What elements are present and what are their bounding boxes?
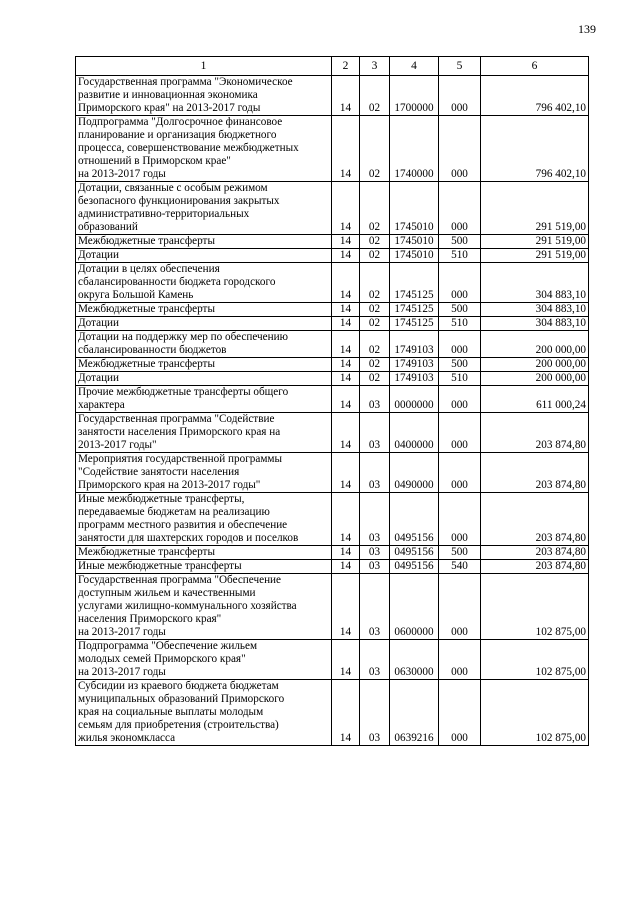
row-target-article: 0495156 bbox=[390, 493, 439, 546]
row-expense-type: 510 bbox=[439, 372, 481, 386]
row-target-article: 1749103 bbox=[390, 372, 439, 386]
header-row bbox=[76, 57, 589, 76]
row-amount: 291 519,00 bbox=[481, 235, 589, 249]
table-row bbox=[76, 235, 589, 249]
row-expense-type: 500 bbox=[439, 546, 481, 560]
row-section: 14 bbox=[332, 453, 360, 493]
table-row bbox=[76, 331, 589, 358]
row-target-article: 0495156 bbox=[390, 546, 439, 560]
row-subsection: 02 bbox=[360, 358, 390, 372]
row-amount: 304 883,10 bbox=[481, 303, 589, 317]
row-amount: 291 519,00 bbox=[481, 249, 589, 263]
row-target-article: 1749103 bbox=[390, 331, 439, 358]
table-row bbox=[76, 263, 589, 303]
row-subsection: 02 bbox=[360, 249, 390, 263]
row-section: 14 bbox=[332, 235, 360, 249]
col-header-name: 1 bbox=[76, 57, 332, 76]
row-subsection: 02 bbox=[360, 263, 390, 303]
row-amount: 200 000,00 bbox=[481, 331, 589, 358]
row-name: Субсидии из краевого бюджета бюджетам муниципальных образований Приморского края на социальные выплаты молодым семьям для приобретения (строительства) жилья экономкласса bbox=[76, 680, 332, 746]
row-section: 14 bbox=[332, 76, 360, 116]
page-number: 139 bbox=[578, 22, 596, 36]
row-section: 14 bbox=[332, 263, 360, 303]
row-amount: 200 000,00 bbox=[481, 358, 589, 372]
row-subsection: 03 bbox=[360, 680, 390, 746]
row-name: Дотации в целях обеспечения сбалансированности бюджета городского округа Большой Камень bbox=[76, 263, 332, 303]
table-row bbox=[76, 560, 589, 574]
row-amount: 203 874,80 bbox=[481, 413, 589, 453]
col-header-amount: 6 bbox=[481, 57, 589, 76]
row-subsection: 03 bbox=[360, 560, 390, 574]
row-section: 14 bbox=[332, 560, 360, 574]
row-target-article: 0490000 bbox=[390, 453, 439, 493]
row-name: Прочие межбюджетные трансферты общего характера bbox=[76, 386, 332, 413]
row-subsection: 03 bbox=[360, 413, 390, 453]
row-subsection: 03 bbox=[360, 546, 390, 560]
row-target-article: 1745125 bbox=[390, 263, 439, 303]
table-row bbox=[76, 453, 589, 493]
table-row bbox=[76, 249, 589, 263]
row-amount: 203 874,80 bbox=[481, 560, 589, 574]
row-expense-type: 500 bbox=[439, 303, 481, 317]
row-subsection: 03 bbox=[360, 386, 390, 413]
row-section: 14 bbox=[332, 640, 360, 680]
row-subsection: 03 bbox=[360, 574, 390, 640]
row-target-article: 0495156 bbox=[390, 560, 439, 574]
row-target-article: 1749103 bbox=[390, 358, 439, 372]
row-name: Межбюджетные трансферты bbox=[76, 235, 332, 249]
row-name: Мероприятия государственной программы "Содействие занятости населения Приморского края на 2013-2017 годы" bbox=[76, 453, 332, 493]
row-amount: 796 402,10 bbox=[481, 76, 589, 116]
row-subsection: 02 bbox=[360, 317, 390, 331]
row-name: Государственная программа "Экономическое развитие и инновационная экономика Приморского края" на 2013-2017 годы bbox=[76, 76, 332, 116]
row-name: Государственная программа "Содействие занятости населения Приморского края на 2013-2017 годы" bbox=[76, 413, 332, 453]
col-header-section: 2 bbox=[332, 57, 360, 76]
row-expense-type: 000 bbox=[439, 680, 481, 746]
row-section: 14 bbox=[332, 249, 360, 263]
row-name: Межбюджетные трансферты bbox=[76, 358, 332, 372]
row-name: Дотации bbox=[76, 372, 332, 386]
row-amount: 200 000,00 bbox=[481, 372, 589, 386]
table-row bbox=[76, 546, 589, 560]
row-name: Иные межбюджетные трансферты, передаваемые бюджетам на реализацию программ местного развития и обеспечение занятости для шахтерских городов и поселков bbox=[76, 493, 332, 546]
row-amount: 102 875,00 bbox=[481, 680, 589, 746]
row-target-article: 0400000 bbox=[390, 413, 439, 453]
row-expense-type: 500 bbox=[439, 358, 481, 372]
row-subsection: 02 bbox=[360, 372, 390, 386]
row-expense-type: 510 bbox=[439, 317, 481, 331]
row-subsection: 02 bbox=[360, 303, 390, 317]
row-expense-type: 000 bbox=[439, 182, 481, 235]
budget-table bbox=[75, 56, 589, 746]
row-expense-type: 540 bbox=[439, 560, 481, 574]
row-section: 14 bbox=[332, 116, 360, 182]
col-header-expense-type: 5 bbox=[439, 57, 481, 76]
row-target-article: 1740000 bbox=[390, 116, 439, 182]
row-amount: 203 874,80 bbox=[481, 546, 589, 560]
row-expense-type: 500 bbox=[439, 235, 481, 249]
col-header-target-article: 4 bbox=[390, 57, 439, 76]
row-name: Дотации, связанные с особым режимом безопасного функционирования закрытых административно-территориальных образований bbox=[76, 182, 332, 235]
row-target-article: 1745010 bbox=[390, 249, 439, 263]
row-expense-type: 000 bbox=[439, 574, 481, 640]
row-name: Дотации bbox=[76, 317, 332, 331]
row-amount: 291 519,00 bbox=[481, 182, 589, 235]
row-expense-type: 000 bbox=[439, 640, 481, 680]
row-section: 14 bbox=[332, 546, 360, 560]
row-name: Дотации bbox=[76, 249, 332, 263]
row-name: Межбюджетные трансферты bbox=[76, 546, 332, 560]
table-row bbox=[76, 358, 589, 372]
row-subsection: 02 bbox=[360, 76, 390, 116]
row-name: Подпрограмма "Долгосрочное финансовое планирование и организация бюджетного процесса, совершенствование межбюджетных отношений в Приморском крае" на 2013-2017 годы bbox=[76, 116, 332, 182]
row-section: 14 bbox=[332, 680, 360, 746]
row-section: 14 bbox=[332, 413, 360, 453]
row-section: 14 bbox=[332, 358, 360, 372]
row-expense-type: 000 bbox=[439, 413, 481, 453]
row-section: 14 bbox=[332, 182, 360, 235]
table-row bbox=[76, 116, 589, 182]
row-amount: 611 000,24 bbox=[481, 386, 589, 413]
row-amount: 304 883,10 bbox=[481, 317, 589, 331]
row-target-article: 0639216 bbox=[390, 680, 439, 746]
row-amount: 304 883,10 bbox=[481, 263, 589, 303]
row-subsection: 02 bbox=[360, 182, 390, 235]
row-target-article: 1745125 bbox=[390, 317, 439, 331]
row-expense-type: 000 bbox=[439, 116, 481, 182]
row-expense-type: 000 bbox=[439, 453, 481, 493]
row-target-article: 0000000 bbox=[390, 386, 439, 413]
row-name: Межбюджетные трансферты bbox=[76, 303, 332, 317]
row-expense-type: 510 bbox=[439, 249, 481, 263]
row-target-article: 1745010 bbox=[390, 235, 439, 249]
table-row bbox=[76, 493, 589, 546]
row-subsection: 03 bbox=[360, 493, 390, 546]
table-row bbox=[76, 574, 589, 640]
row-section: 14 bbox=[332, 386, 360, 413]
table-row bbox=[76, 386, 589, 413]
row-expense-type: 000 bbox=[439, 263, 481, 303]
table-row bbox=[76, 182, 589, 235]
row-target-article: 1745125 bbox=[390, 303, 439, 317]
row-section: 14 bbox=[332, 372, 360, 386]
row-subsection: 02 bbox=[360, 116, 390, 182]
row-amount: 102 875,00 bbox=[481, 640, 589, 680]
row-section: 14 bbox=[332, 574, 360, 640]
table-row bbox=[76, 413, 589, 453]
row-name: Иные межбюджетные трансферты bbox=[76, 560, 332, 574]
row-target-article: 0630000 bbox=[390, 640, 439, 680]
row-section: 14 bbox=[332, 317, 360, 331]
row-section: 14 bbox=[332, 493, 360, 546]
row-name: Подпрограмма "Обеспечение жильем молодых семей Приморского края" на 2013-2017 годы bbox=[76, 640, 332, 680]
row-target-article: 0600000 bbox=[390, 574, 439, 640]
table-row bbox=[76, 640, 589, 680]
table-row bbox=[76, 76, 589, 116]
table-row bbox=[76, 680, 589, 746]
row-expense-type: 000 bbox=[439, 386, 481, 413]
table-row bbox=[76, 317, 589, 331]
row-amount: 203 874,80 bbox=[481, 453, 589, 493]
row-amount: 203 874,80 bbox=[481, 493, 589, 546]
table-row bbox=[76, 303, 589, 317]
row-subsection: 03 bbox=[360, 640, 390, 680]
col-header-subsection: 3 bbox=[360, 57, 390, 76]
row-name: Дотации на поддержку мер по обеспечению сбалансированности бюджетов bbox=[76, 331, 332, 358]
row-amount: 102 875,00 bbox=[481, 574, 589, 640]
row-expense-type: 000 bbox=[439, 493, 481, 546]
table-row bbox=[76, 372, 589, 386]
row-subsection: 02 bbox=[360, 331, 390, 358]
row-subsection: 03 bbox=[360, 453, 390, 493]
row-section: 14 bbox=[332, 303, 360, 317]
row-amount: 796 402,10 bbox=[481, 116, 589, 182]
row-target-article: 1700000 bbox=[390, 76, 439, 116]
row-target-article: 1745010 bbox=[390, 182, 439, 235]
row-subsection: 02 bbox=[360, 235, 390, 249]
row-expense-type: 000 bbox=[439, 76, 481, 116]
row-expense-type: 000 bbox=[439, 331, 481, 358]
row-name: Государственная программа "Обеспечение доступным жильем и качественными услугами жилищно-коммунального хозяйства населения Приморского края" на 2013-2017 годы bbox=[76, 574, 332, 640]
row-section: 14 bbox=[332, 331, 360, 358]
